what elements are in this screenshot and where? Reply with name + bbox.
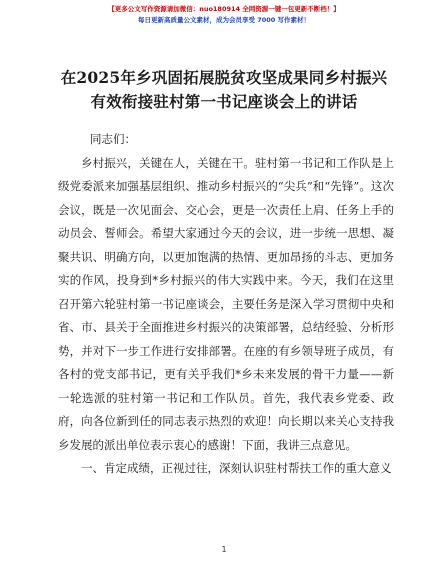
page-number: 1 — [221, 545, 227, 554]
promo-banner — [0, 4, 448, 26]
document-title — [30, 66, 418, 114]
title-line-1: 在2025年乡巩固拓展脱贫攻坚成果同乡村振兴 — [60, 68, 388, 87]
promo-line-2: 每日更新高质量公文素材，成为会员享受 7000 写作素材！ — [137, 16, 311, 24]
body-paragraph: 乡村振兴，关键在人，关键在干。驻村第一书记和工作队是上级党委派来加强基层组织、推动乡村振兴的“尖兵”和“先锋”。这次会议，既是一次见面会、交心会，更是一次责任上肩、任务上手的动员会、誓师会。希望大家通过今天的会议，进一步统一思想、凝聚共识、明确方向，以更加饱满的热情、更加昂扬的斗志、更加务实的作风，投身到*乡村振兴的伟大实践中来。今天，我们在这里召开第六轮驻村第一书记座谈会，主要任务是深入学习贯彻中央和省、市、县关于全面推进乡村振兴的决策部署，总结经验、分析形势，并对下一步工作进行安排部署。在座的有乡领导班子成员，有各村的党支部书记，更有关乎我们*乡未来发展的骨干力量——新一轮选派的驻村第一书记和工作队员。首先，我代表乡党委、政府，向各位新到任的同志表示热烈的欢迎！向长期以来关心支持我乡发展的派出单位表示衷心的感谢！下面，我讲三点意见。 — [58, 155, 394, 452]
promo-line-1: 【更多公文写作资源请加微信：nuo180914 全网资源一键一包更新不断档！】 — [108, 5, 340, 13]
greeting: 同志们： — [90, 132, 136, 146]
title-line-2: 有效衔接驻村第一书记座谈会上的讲话 — [90, 92, 358, 111]
document-body — [58, 128, 394, 481]
section-heading: 一、肯定成绩，正视过往，深刻认识驻村帮扶工作的重大意义 — [81, 461, 392, 475]
